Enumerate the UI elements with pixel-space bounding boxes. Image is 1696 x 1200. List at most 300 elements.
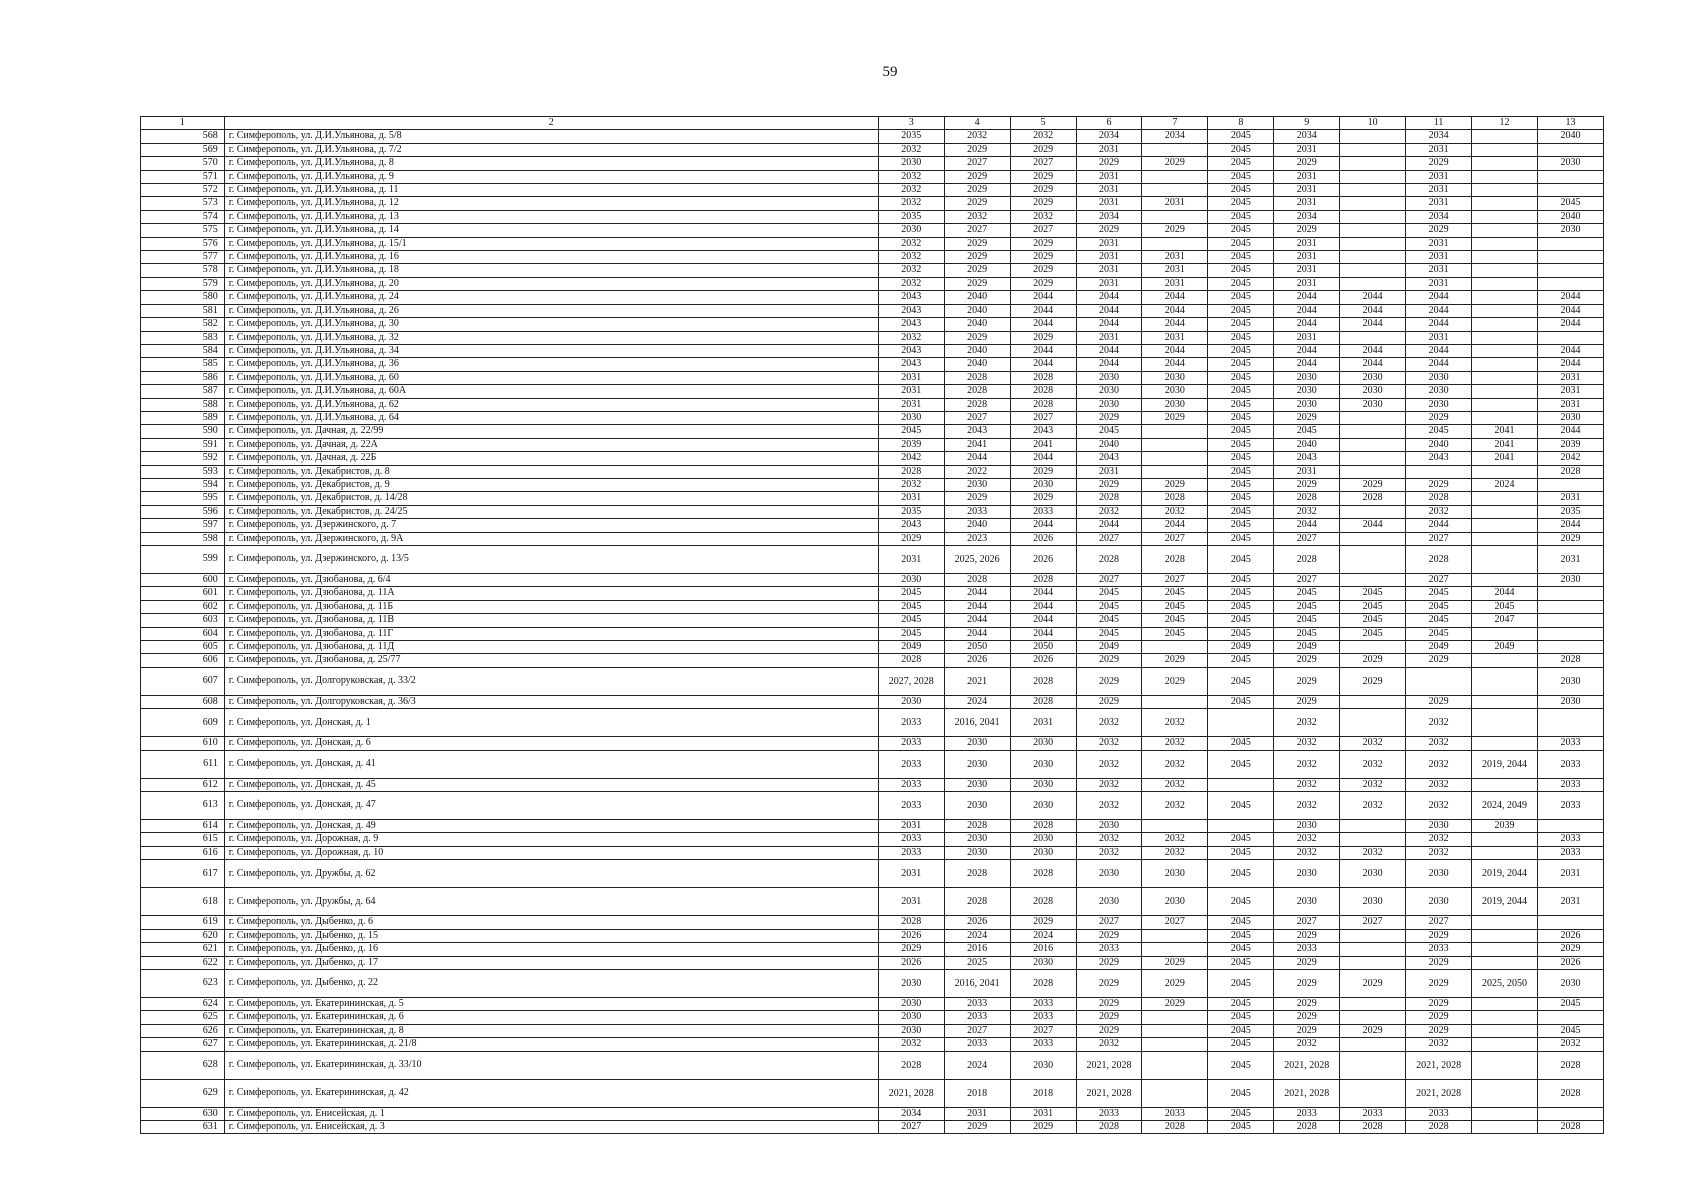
- address-cell: г. Симферополь, ул. Д.И.Ульянова, д. 15/1: [224, 237, 878, 250]
- year-cell: 2029: [944, 1120, 1010, 1133]
- year-cell: 2031: [1142, 277, 1208, 290]
- year-cell: 2031: [878, 371, 944, 384]
- year-cell: 2029: [878, 532, 944, 545]
- row-number-cell: 581: [141, 304, 225, 317]
- year-cell: 2028: [1010, 695, 1076, 708]
- year-cell: 2044: [1406, 318, 1472, 331]
- year-cell: 2031: [1076, 264, 1142, 277]
- row-number-cell: 621: [141, 943, 225, 956]
- year-cell: 2031: [1076, 465, 1142, 478]
- year-cell: 2029: [1142, 157, 1208, 170]
- year-cell: [1472, 170, 1538, 183]
- year-cell: 2032: [878, 1038, 944, 1051]
- year-cell: [1472, 519, 1538, 532]
- year-cell: 2032: [1406, 1038, 1472, 1051]
- year-cell: 2029: [1274, 969, 1340, 997]
- year-cell: 2031: [1537, 371, 1603, 384]
- year-cell: 2031: [1076, 197, 1142, 210]
- year-cell: 2033: [1406, 1107, 1472, 1120]
- year-cell: 2045: [1208, 344, 1274, 357]
- year-cell: 2029: [1010, 197, 1076, 210]
- year-cell: [1472, 224, 1538, 237]
- year-cell: [1472, 157, 1538, 170]
- year-cell: 2021, 2028: [1406, 1079, 1472, 1107]
- year-cell: 2045: [1208, 452, 1274, 465]
- year-cell: [1537, 264, 1603, 277]
- year-cell: [1142, 237, 1208, 250]
- year-cell: 2032: [1274, 1038, 1340, 1051]
- year-cell: [1472, 318, 1538, 331]
- column-header: 2: [224, 117, 878, 130]
- year-cell: [1340, 411, 1406, 424]
- year-cell: 2043: [878, 318, 944, 331]
- year-cell: [1142, 425, 1208, 438]
- year-cell: 2029: [944, 170, 1010, 183]
- address-cell: г. Симферополь, ул. Д.И.Ульянова, д. 62: [224, 398, 878, 411]
- table-row: [141, 197, 1604, 210]
- year-cell: 2032: [878, 251, 944, 264]
- year-cell: 2029: [1142, 997, 1208, 1010]
- year-cell: 2030: [1274, 888, 1340, 916]
- year-cell: 2039: [878, 438, 944, 451]
- year-cell: 2028: [1010, 860, 1076, 888]
- year-cell: 2023: [944, 532, 1010, 545]
- year-cell: 2027: [1076, 574, 1142, 587]
- year-cell: 2030: [1076, 398, 1142, 411]
- year-cell: 2033: [1010, 1011, 1076, 1024]
- row-number-cell: 582: [141, 318, 225, 331]
- table-row: [141, 385, 1604, 398]
- row-number-cell: 618: [141, 888, 225, 916]
- year-cell: [1472, 1024, 1538, 1037]
- row-number-cell: 575: [141, 224, 225, 237]
- year-cell: 2032: [1142, 846, 1208, 859]
- year-cell: 2033: [878, 846, 944, 859]
- year-cell: 2029: [1406, 969, 1472, 997]
- year-cell: 2044: [1472, 587, 1538, 600]
- year-cell: 2030: [1010, 833, 1076, 846]
- year-cell: 2045: [1274, 600, 1340, 613]
- year-cell: [1537, 627, 1603, 640]
- year-cell: 2049: [1208, 641, 1274, 654]
- row-number-cell: 605: [141, 641, 225, 654]
- year-cell: 2032: [1142, 833, 1208, 846]
- year-cell: 2030: [944, 833, 1010, 846]
- year-cell: 2032: [1274, 833, 1340, 846]
- address-cell: г. Симферополь, ул. Д.И.Ульянова, д. 64: [224, 411, 878, 424]
- year-cell: 2030: [878, 574, 944, 587]
- year-cell: 2029: [1010, 331, 1076, 344]
- year-cell: 2045: [1208, 251, 1274, 264]
- year-cell: 2019, 2044: [1472, 750, 1538, 778]
- year-cell: 2030: [1142, 371, 1208, 384]
- year-cell: 2028: [878, 1051, 944, 1079]
- table-row: [141, 157, 1604, 170]
- row-number-cell: 569: [141, 143, 225, 156]
- year-cell: 2034: [1274, 210, 1340, 223]
- address-cell: г. Симферополь, ул. Дружбы, д. 64: [224, 888, 878, 916]
- year-cell: [1340, 532, 1406, 545]
- year-cell: 2040: [944, 318, 1010, 331]
- year-cell: [1142, 695, 1208, 708]
- year-cell: 2044: [1537, 358, 1603, 371]
- year-cell: 2032: [1076, 737, 1142, 750]
- year-cell: [1208, 778, 1274, 791]
- year-cell: 2032: [1406, 778, 1472, 791]
- year-cell: 2044: [1142, 519, 1208, 532]
- year-cell: 2045: [1076, 587, 1142, 600]
- year-cell: 2028: [944, 574, 1010, 587]
- year-cell: 2028: [1076, 1120, 1142, 1133]
- year-cell: 2040: [1537, 210, 1603, 223]
- year-cell: 2044: [1142, 318, 1208, 331]
- table-row: [141, 846, 1604, 859]
- address-cell: г. Симферополь, ул. Д.И.Ульянова, д. 20: [224, 277, 878, 290]
- year-cell: [1340, 452, 1406, 465]
- year-cell: 2035: [878, 505, 944, 518]
- year-cell: 2029: [944, 197, 1010, 210]
- address-cell: г. Симферополь, ул. Екатерининская, д. 21/8: [224, 1038, 878, 1051]
- row-number-cell: 589: [141, 411, 225, 424]
- year-cell: 2025, 2026: [944, 546, 1010, 574]
- year-cell: 2027: [1010, 411, 1076, 424]
- address-cell: г. Симферополь, ул. Дзюбанова, д. 11Б: [224, 600, 878, 613]
- year-cell: 2029: [1406, 956, 1472, 969]
- year-cell: 2032: [1142, 792, 1208, 820]
- year-cell: 2031: [1406, 170, 1472, 183]
- table-row: [141, 277, 1604, 290]
- year-cell: 2033: [1537, 778, 1603, 791]
- year-cell: [1340, 1079, 1406, 1107]
- year-cell: 2027: [1076, 916, 1142, 929]
- year-cell: 2028: [1406, 492, 1472, 505]
- year-cell: 2040: [944, 291, 1010, 304]
- year-cell: 2043: [878, 344, 944, 357]
- address-cell: г. Симферополь, ул. Дзюбанова, д. 11А: [224, 587, 878, 600]
- year-cell: 2029: [1406, 929, 1472, 942]
- year-cell: 2029: [1340, 667, 1406, 695]
- year-cell: 2044: [1010, 344, 1076, 357]
- year-cell: 2029: [1142, 224, 1208, 237]
- year-cell: 2028: [944, 371, 1010, 384]
- year-cell: 2027, 2028: [878, 667, 944, 695]
- address-cell: г. Симферополь, ул. Дачная, д. 22Б: [224, 452, 878, 465]
- column-header: 3: [878, 117, 944, 130]
- year-cell: 2045: [1208, 667, 1274, 695]
- year-cell: [1472, 574, 1538, 587]
- year-cell: 2032: [1274, 750, 1340, 778]
- year-cell: 2029: [878, 943, 944, 956]
- year-cell: [1142, 641, 1208, 654]
- table-row: [141, 614, 1604, 627]
- year-cell: 2026: [878, 956, 944, 969]
- year-cell: [1340, 251, 1406, 264]
- year-cell: 2044: [1010, 600, 1076, 613]
- year-cell: 2045: [1340, 627, 1406, 640]
- year-cell: 2029: [1010, 277, 1076, 290]
- year-cell: 2032: [1142, 709, 1208, 737]
- year-cell: 2029: [1274, 478, 1340, 491]
- year-cell: 2028: [944, 820, 1010, 833]
- year-cell: 2045: [1208, 210, 1274, 223]
- year-cell: 2031: [1406, 251, 1472, 264]
- year-cell: 2032: [1274, 709, 1340, 737]
- year-cell: 2045: [1208, 1011, 1274, 1024]
- year-cell: [1340, 184, 1406, 197]
- year-cell: 2049: [1406, 641, 1472, 654]
- schedule-table: [140, 116, 1604, 1134]
- column-header: 12: [1472, 117, 1538, 130]
- row-number-cell: 613: [141, 792, 225, 820]
- year-cell: 2029: [1010, 492, 1076, 505]
- year-cell: 2030: [1274, 820, 1340, 833]
- year-cell: 2029: [944, 237, 1010, 250]
- year-cell: [1142, 1079, 1208, 1107]
- year-cell: [1537, 1011, 1603, 1024]
- year-cell: 2032: [1274, 792, 1340, 820]
- year-cell: [1472, 943, 1538, 956]
- table-row: [141, 600, 1604, 613]
- year-cell: [1472, 1120, 1538, 1133]
- year-cell: 2018: [944, 1079, 1010, 1107]
- table-row: [141, 1120, 1604, 1133]
- year-cell: 2030: [1537, 667, 1603, 695]
- year-cell: 2032: [1076, 709, 1142, 737]
- year-cell: 2040: [944, 358, 1010, 371]
- row-number-cell: 601: [141, 587, 225, 600]
- year-cell: 2033: [1406, 943, 1472, 956]
- year-cell: 2030: [1010, 792, 1076, 820]
- table-row: [141, 587, 1604, 600]
- year-cell: 2039: [1472, 820, 1538, 833]
- year-cell: 2029: [1010, 465, 1076, 478]
- year-cell: 2033: [944, 505, 1010, 518]
- year-cell: [1142, 438, 1208, 451]
- year-cell: 2031: [1406, 277, 1472, 290]
- year-cell: 2032: [1076, 846, 1142, 859]
- year-cell: [1340, 1011, 1406, 1024]
- year-cell: 2045: [1208, 1079, 1274, 1107]
- year-cell: 2045: [1208, 997, 1274, 1010]
- year-cell: 2044: [1406, 358, 1472, 371]
- year-cell: [1142, 929, 1208, 942]
- year-cell: 2045: [1208, 929, 1274, 942]
- year-cell: 2026: [1010, 654, 1076, 667]
- address-cell: г. Симферополь, ул. Д.И.Ульянова, д. 7/2: [224, 143, 878, 156]
- year-cell: 2029: [1076, 1011, 1142, 1024]
- year-cell: 2030: [944, 750, 1010, 778]
- year-cell: 2028: [1537, 1120, 1603, 1133]
- row-number-cell: 607: [141, 667, 225, 695]
- year-cell: 2029: [1142, 478, 1208, 491]
- year-cell: 2029: [1340, 654, 1406, 667]
- year-cell: 2026: [1010, 546, 1076, 574]
- year-cell: [1340, 197, 1406, 210]
- year-cell: 2034: [1274, 130, 1340, 143]
- year-cell: 2031: [1142, 264, 1208, 277]
- year-cell: 2049: [1076, 641, 1142, 654]
- year-cell: 2016, 2041: [944, 969, 1010, 997]
- year-cell: [1472, 778, 1538, 791]
- table-row: [141, 358, 1604, 371]
- year-cell: 2045: [1208, 587, 1274, 600]
- year-cell: 2028: [878, 465, 944, 478]
- year-cell: 2034: [1142, 130, 1208, 143]
- year-cell: 2044: [1340, 318, 1406, 331]
- year-cell: 2044: [1010, 627, 1076, 640]
- year-cell: 2030: [1142, 860, 1208, 888]
- year-cell: 2032: [1076, 505, 1142, 518]
- year-cell: 2029: [1406, 654, 1472, 667]
- table-row: [141, 860, 1604, 888]
- year-cell: 2032: [1076, 750, 1142, 778]
- year-cell: 2027: [1010, 224, 1076, 237]
- page-number: 59: [882, 64, 898, 80]
- year-cell: 2029: [1274, 956, 1340, 969]
- year-cell: 2049: [1472, 641, 1538, 654]
- year-cell: 2030: [878, 1024, 944, 1037]
- column-header: 9: [1274, 117, 1340, 130]
- year-cell: 2043: [1076, 452, 1142, 465]
- table-row: [141, 820, 1604, 833]
- year-cell: 2045: [1142, 614, 1208, 627]
- year-cell: 2050: [1010, 641, 1076, 654]
- table-row: [141, 505, 1604, 518]
- row-number-cell: 574: [141, 210, 225, 223]
- year-cell: 2044: [1406, 519, 1472, 532]
- year-cell: 2032: [1142, 737, 1208, 750]
- year-cell: 2028: [1142, 546, 1208, 574]
- year-cell: 2024, 2049: [1472, 792, 1538, 820]
- address-cell: г. Симферополь, ул. Д.И.Ульянова, д. 5/8: [224, 130, 878, 143]
- year-cell: 2030: [1076, 385, 1142, 398]
- year-cell: 2045: [1208, 478, 1274, 491]
- table-row: [141, 318, 1604, 331]
- address-cell: г. Симферополь, ул. Дорожная, д. 10: [224, 846, 878, 859]
- year-cell: 2045: [1208, 833, 1274, 846]
- year-cell: 2034: [1406, 130, 1472, 143]
- column-header: 5: [1010, 117, 1076, 130]
- year-cell: 2045: [1340, 600, 1406, 613]
- row-number-cell: 580: [141, 291, 225, 304]
- year-cell: [1472, 654, 1538, 667]
- year-cell: 2045: [1076, 425, 1142, 438]
- year-cell: [1472, 1079, 1538, 1107]
- year-cell: 2024: [944, 695, 1010, 708]
- year-cell: 2027: [944, 1024, 1010, 1037]
- table-row: [141, 438, 1604, 451]
- year-cell: 2045: [1142, 600, 1208, 613]
- year-cell: [1472, 532, 1538, 545]
- year-cell: 2030: [1537, 157, 1603, 170]
- year-cell: 2029: [1010, 1120, 1076, 1133]
- year-cell: 2045: [1274, 587, 1340, 600]
- year-cell: 2045: [1340, 614, 1406, 627]
- year-cell: 2026: [878, 929, 944, 942]
- year-cell: 2027: [1142, 574, 1208, 587]
- year-cell: 2032: [1406, 833, 1472, 846]
- year-cell: [1537, 641, 1603, 654]
- year-cell: 2032: [878, 170, 944, 183]
- table-row: [141, 956, 1604, 969]
- table-row: [141, 929, 1604, 942]
- row-number-cell: 627: [141, 1038, 225, 1051]
- year-cell: 2029: [944, 492, 1010, 505]
- year-cell: 2030: [1076, 888, 1142, 916]
- year-cell: [1340, 820, 1406, 833]
- row-number-cell: 602: [141, 600, 225, 613]
- table-row: [141, 331, 1604, 344]
- address-cell: г. Симферополь, ул. Дзержинского, д. 13/5: [224, 546, 878, 574]
- year-cell: 2031: [1142, 251, 1208, 264]
- year-cell: [1537, 170, 1603, 183]
- year-cell: 2045: [1274, 425, 1340, 438]
- year-cell: 2032: [1406, 846, 1472, 859]
- address-cell: г. Симферополь, ул. Д.И.Ульянова, д. 32: [224, 331, 878, 344]
- year-cell: 2045: [1208, 1024, 1274, 1037]
- year-cell: 2028: [1537, 654, 1603, 667]
- row-number-cell: 600: [141, 574, 225, 587]
- year-cell: 2045: [1208, 130, 1274, 143]
- row-number-cell: 616: [141, 846, 225, 859]
- year-cell: 2030: [878, 1011, 944, 1024]
- year-cell: [1340, 929, 1406, 942]
- year-cell: 2030: [1010, 846, 1076, 859]
- row-number-cell: 611: [141, 750, 225, 778]
- year-cell: [1472, 411, 1538, 424]
- year-cell: 2032: [1340, 778, 1406, 791]
- year-cell: 2040: [1406, 438, 1472, 451]
- year-cell: [1340, 505, 1406, 518]
- year-cell: 2029: [1076, 1024, 1142, 1037]
- year-cell: [1537, 331, 1603, 344]
- year-cell: 2032: [1010, 210, 1076, 223]
- year-cell: 2045: [1208, 438, 1274, 451]
- table-row: [141, 667, 1604, 695]
- year-cell: 2045: [1208, 600, 1274, 613]
- year-cell: 2029: [1274, 654, 1340, 667]
- year-cell: 2030: [1406, 371, 1472, 384]
- table-row: [141, 792, 1604, 820]
- year-cell: 2033: [1076, 943, 1142, 956]
- row-number-cell: 572: [141, 184, 225, 197]
- year-cell: 2031: [1274, 197, 1340, 210]
- year-cell: 2041: [944, 438, 1010, 451]
- row-number-cell: 630: [141, 1107, 225, 1120]
- year-cell: [1472, 833, 1538, 846]
- address-cell: г. Симферополь, ул. Дзержинского, д. 9А: [224, 532, 878, 545]
- year-cell: 2028: [1010, 385, 1076, 398]
- year-cell: 2030: [1076, 860, 1142, 888]
- year-cell: [1142, 820, 1208, 833]
- address-cell: г. Симферополь, ул. Енисейская, д. 3: [224, 1120, 878, 1133]
- year-cell: 2044: [1274, 344, 1340, 357]
- year-cell: 2028: [1537, 1079, 1603, 1107]
- year-cell: 2045: [1142, 627, 1208, 640]
- address-cell: г. Симферополь, ул. Дыбенко, д. 17: [224, 956, 878, 969]
- table-row: [141, 695, 1604, 708]
- year-cell: 2030: [878, 997, 944, 1010]
- year-cell: 2024: [1010, 929, 1076, 942]
- year-cell: [1472, 505, 1538, 518]
- row-number-cell: 620: [141, 929, 225, 942]
- year-cell: 2031: [1537, 860, 1603, 888]
- row-number-cell: 599: [141, 546, 225, 574]
- table-row: [141, 709, 1604, 737]
- year-cell: 2044: [1142, 358, 1208, 371]
- year-cell: 2032: [878, 197, 944, 210]
- year-cell: 2044: [1076, 318, 1142, 331]
